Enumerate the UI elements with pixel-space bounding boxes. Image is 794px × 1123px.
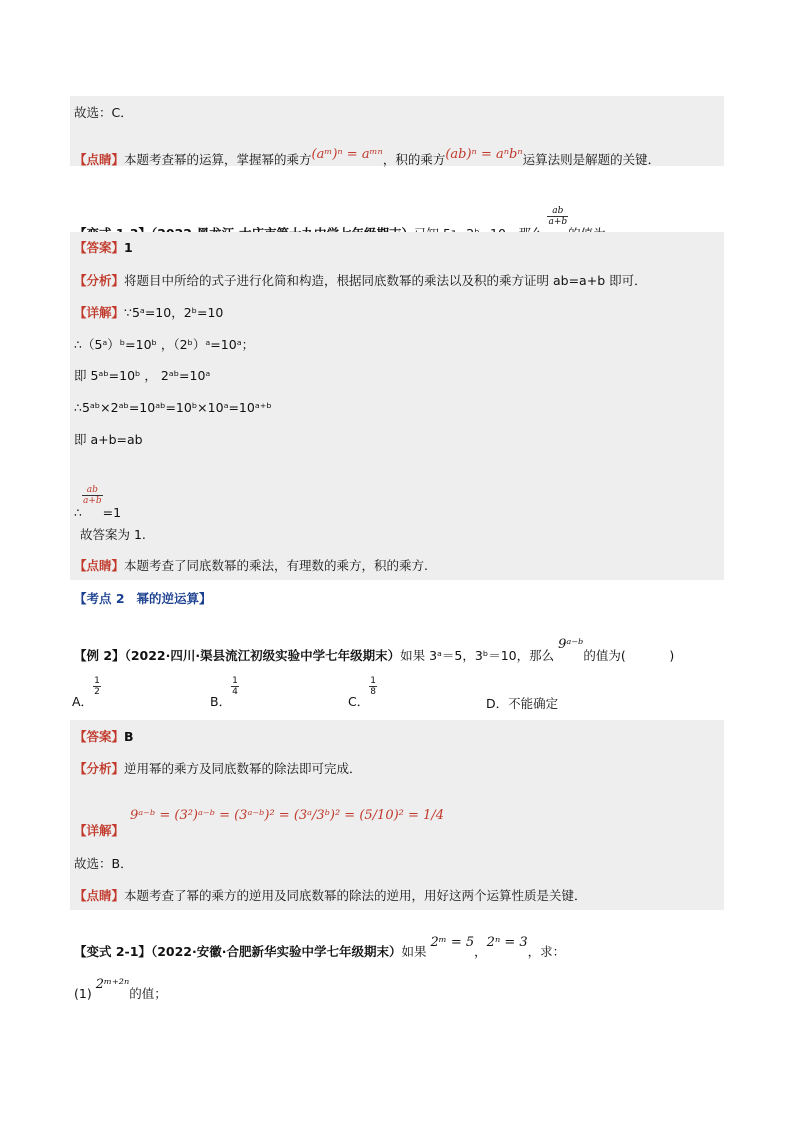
option-b-fraction: $\frac{1}{4}$	[232, 676, 238, 697]
detail-line-3	[74, 367, 210, 385]
dianjing-line-2	[74, 557, 428, 575]
detail-formula: 9ᵃ⁻ᵇ = (3²)ᵃ⁻ᵇ = (3ᵃ⁻ᵇ)² = (3ᵃ/3ᵇ)² = (5/10)² = 1/4	[130, 808, 444, 823]
variant-stem-end: ，求：	[527, 944, 566, 959]
analysis-label: 【分析】	[74, 761, 125, 776]
detail-line-ex2	[74, 822, 124, 840]
detail-step-6-result: =1	[102, 505, 122, 520]
analysis-text: 将题目中所给的式子进行化简和构造，根据同底数幂的乘法以及积的乘方证明 ab=a+b 即可．	[124, 273, 647, 288]
option-a-fraction: $\frac{1}{2}$	[94, 676, 100, 697]
variant-2-1-stem	[74, 934, 565, 961]
fraction-ab-over-a-plus-b: $\frac{ab}{a+b}$	[548, 206, 568, 227]
detail-step-3: 即 5ᵃᵇ=10ᵇ ， 2ᵃᵇ=10ᵃ	[74, 368, 211, 383]
answer-line	[74, 239, 133, 257]
option-b[interactable]	[210, 676, 239, 710]
fraction-ab-over-a-plus-b-result: $\frac{ab}{a+b}$	[82, 485, 102, 506]
analysis-line-2	[74, 760, 362, 778]
dianjing-line-3	[74, 887, 587, 905]
detail-step-2: ∴（5ᵃ）ᵇ=10ᵇ ，（2ᵇ）ᵃ=10ᵃ；	[74, 337, 255, 352]
example-source: （2022·四川·渠县流江初级实验中学七年级期末）	[124, 648, 401, 663]
question-1-expression: 2ᵐ⁺²ⁿ	[95, 977, 130, 992]
example-stem: 如果 3ᵃ＝5，3ᵇ＝10，那么	[400, 648, 555, 663]
answer-choice-text: 故选：C．	[74, 105, 133, 120]
kaodian-label: 【考点 2	[74, 591, 125, 606]
answer-label: 【答案】	[74, 729, 125, 744]
dianjing-text-3: 运算法则是解题的关键．	[522, 152, 661, 167]
dianjing-text: 本题考查了同底数幂的乘法，有理数的乘方，积的乘方.	[124, 558, 428, 573]
dianjing-label: 【点睛】	[74, 888, 125, 903]
dianjing-text: 本题考查了幂的乘方的逆用及同底数幂的除法的逆用，用好这两个运算性质是关键．	[124, 888, 587, 903]
dianjing-text-2: ，积的乘方	[382, 152, 446, 167]
detail-formula-formula	[130, 806, 444, 825]
detail-step-4: ∴5ᵃᵇ×2ᵃᵇ=10ᵃᵇ=10ᵇ×10ᵃ=10ᵃ⁺ᵇ	[74, 400, 272, 415]
option-a-letter: A．	[72, 694, 94, 709]
analysis-text: 逆用幂的乘方及同底数幂的除法即可完成．	[124, 761, 362, 776]
option-d[interactable]	[486, 694, 558, 712]
condition-2-power-m: 2ᵐ = 5	[430, 935, 475, 950]
paren-close: )	[669, 648, 675, 663]
detail-label: 【详解】	[74, 823, 125, 838]
conclusion-text: 故选：B．	[74, 856, 133, 871]
detail-line-5	[74, 431, 143, 449]
expression-9-power: 9ᵃ⁻ᵇ	[558, 637, 584, 652]
therefore-symbol: ∴	[74, 505, 82, 520]
answer-choice-line	[74, 104, 133, 122]
detail-line-7	[80, 526, 146, 544]
detail-step-5: 即 a+b=ab	[74, 432, 143, 447]
analysis-line	[74, 272, 647, 290]
formula-power-of-product: (ab)ⁿ = aⁿbⁿ	[445, 147, 523, 162]
answer-line-2	[74, 728, 134, 746]
example-label: 【例 2】	[74, 648, 125, 663]
dianjing-line-1	[74, 146, 660, 169]
option-a[interactable]	[72, 676, 101, 710]
question-1-line	[74, 976, 167, 1003]
separator: ，	[474, 944, 487, 959]
variant-label: 【变式 2-1】	[74, 944, 151, 959]
answer-value: 1	[124, 240, 133, 255]
condition-2-power-n: 2ⁿ = 3	[486, 935, 528, 950]
variant-source: （2022·安徽·合肥新华实验中学七年级期末）	[150, 944, 402, 959]
option-c-fraction: $\frac{1}{8}$	[370, 676, 376, 697]
answer-label: 【答案】	[74, 240, 125, 255]
example-2-stem	[74, 636, 674, 665]
dianjing-label: 【点睛】	[74, 558, 125, 573]
dianjing-label: 【点睛】	[74, 152, 125, 167]
detail-line-2	[74, 336, 254, 354]
detail-line-4	[74, 399, 272, 417]
answer-value: B	[124, 729, 134, 744]
variant-stem: 如果	[401, 944, 427, 959]
example-stem-end: 的值为(	[583, 648, 626, 663]
analysis-label: 【分析】	[74, 273, 125, 288]
detail-line-6	[74, 485, 121, 522]
question-1-end: 的值；	[129, 986, 167, 1001]
detail-label: 【详解】	[74, 305, 125, 320]
option-c[interactable]	[348, 676, 377, 710]
formula-power-of-power: (aᵐ)ⁿ = aᵐⁿ	[311, 147, 383, 162]
detail-line-1	[74, 304, 223, 322]
kaodian-title: 幂的逆运算】	[136, 591, 212, 606]
conclusion-line	[74, 855, 133, 873]
detail-step-1: ∵5ᵃ=10，2ᵇ=10	[124, 305, 224, 320]
dianjing-text-1: 本题考查幂的运算，掌握幂的乘方	[124, 152, 312, 167]
option-c-letter: C．	[348, 694, 370, 709]
detail-step-7: 故答案为 1.	[80, 527, 146, 542]
question-1-number: (1)	[74, 986, 92, 1001]
option-d-letter: D．	[486, 696, 509, 711]
kaodian-2-heading	[74, 590, 212, 608]
option-b-letter: B．	[210, 694, 232, 709]
option-d-text: 不能确定	[508, 696, 559, 711]
